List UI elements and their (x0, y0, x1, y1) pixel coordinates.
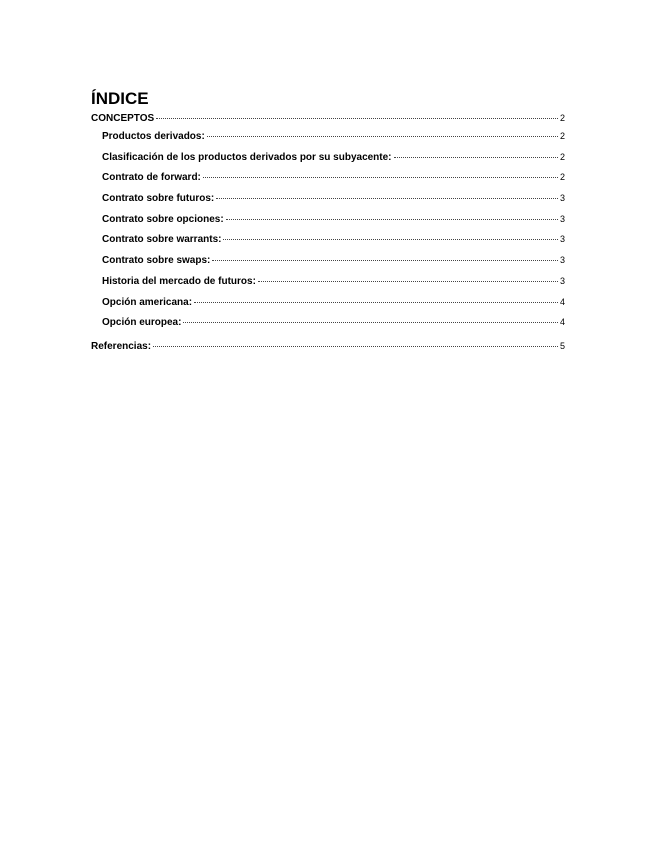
toc-entry-clasificacion[interactable] (91, 147, 565, 168)
toc-entry-productos-derivados[interactable] (91, 126, 565, 147)
toc-entry-opcion-americana[interactable] (91, 292, 565, 313)
toc-title: ÍNDICE (91, 89, 149, 108)
toc-page-number: 4 (559, 296, 565, 307)
toc-entry-label: CONCEPTOS (91, 113, 155, 124)
toc-entry-contrato-opciones[interactable] (91, 209, 565, 230)
toc-dot-leader (153, 346, 558, 347)
toc-dot-leader (203, 177, 558, 178)
toc-dot-leader (156, 118, 558, 119)
toc-page-number: 3 (559, 275, 565, 286)
toc-page-number: 2 (559, 131, 565, 141)
toc-page-number: 4 (559, 317, 565, 328)
toc-dot-leader (183, 322, 558, 323)
toc-page-number: 2 (559, 172, 565, 183)
toc-entry-label: Clasificación de los productos derivados por su subyacente: (102, 151, 392, 163)
toc-page-number: 2 (559, 113, 565, 123)
toc-entry-label: Opción americana: (102, 296, 193, 308)
toc-page-number: 2 (559, 151, 565, 162)
toc-entry-historia-futuros[interactable] (91, 271, 565, 292)
toc-entry-label: Contrato sobre opciones: (102, 213, 224, 225)
toc-dot-leader (216, 198, 558, 199)
toc-entry-opcion-europea[interactable] (91, 312, 565, 333)
toc-entry-contrato-swaps[interactable] (91, 250, 565, 271)
toc-entry-contrato-forward[interactable] (91, 167, 565, 188)
toc-entry-contrato-futuros[interactable] (91, 188, 565, 209)
toc-entry-conceptos[interactable] (91, 110, 565, 126)
toc-dot-leader (223, 239, 558, 240)
toc-dot-leader (212, 260, 558, 261)
toc-dot-leader (226, 219, 558, 220)
toc-entry-contrato-warrants[interactable] (91, 229, 565, 250)
toc-page-number: 3 (559, 213, 565, 224)
toc-entry-referencias[interactable] (91, 333, 565, 355)
toc-page-number: 3 (559, 255, 565, 266)
toc-page-number: 3 (559, 193, 565, 204)
toc-entry-label: Referencias: (91, 340, 152, 352)
toc-dot-leader (258, 281, 558, 282)
table-of-contents (91, 88, 565, 355)
toc-entry-label: Contrato sobre swaps: (102, 255, 211, 267)
toc-entry-label: Opción europea: (102, 317, 182, 329)
toc-page-number: 3 (559, 234, 565, 245)
toc-entry-label: Contrato de forward: (102, 172, 201, 184)
toc-entry-label: Contrato sobre warrants: (102, 234, 222, 246)
toc-list (91, 110, 565, 355)
toc-dot-leader (207, 136, 558, 137)
toc-entry-label: Productos derivados: (102, 131, 205, 142)
toc-dot-leader (394, 157, 558, 158)
toc-entry-label: Historia del mercado de futuros: (102, 275, 256, 287)
toc-dot-leader (194, 302, 558, 303)
toc-entry-label: Contrato sobre futuros: (102, 193, 215, 205)
toc-page-number: 5 (559, 340, 565, 351)
